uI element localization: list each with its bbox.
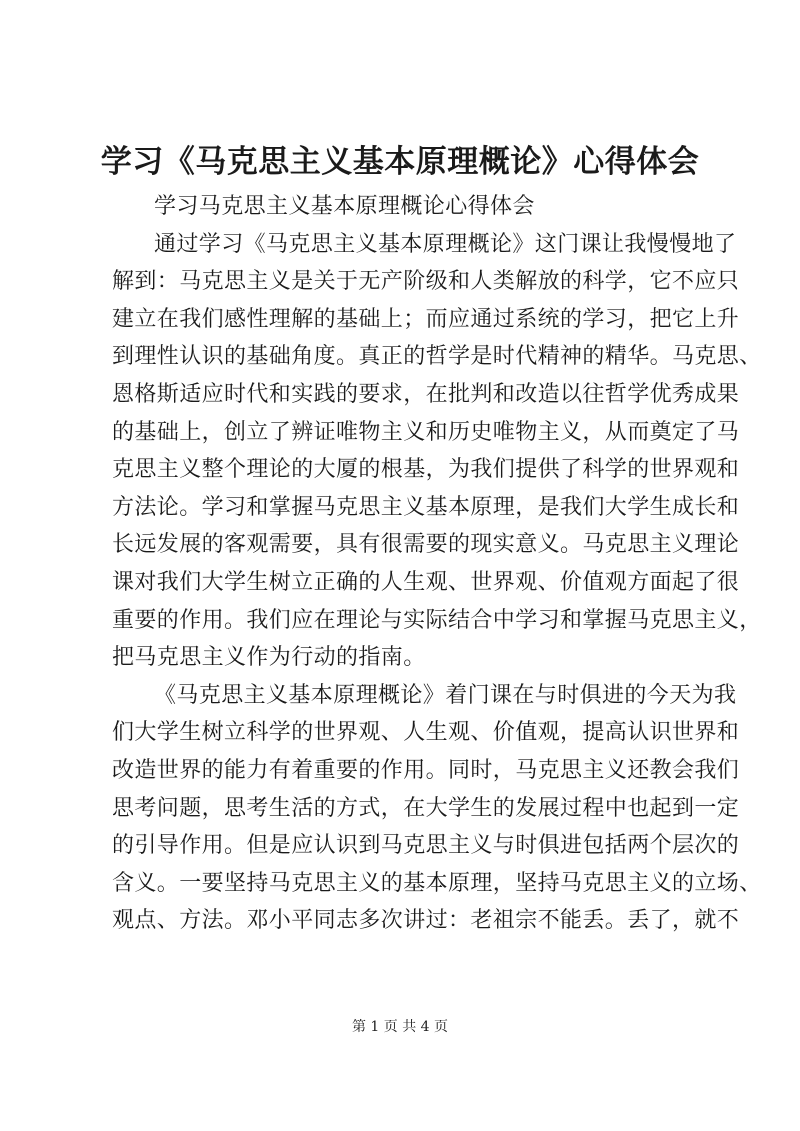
paragraph-line: 的引导作用。但是应认识到马克思主义与时俱进包括两个层次的 <box>112 833 740 859</box>
paragraph-line: 解到：马克思主义是关于无产阶级和人类解放的科学，它不应只 <box>112 269 740 295</box>
subtitle-line: 学习马克思主义基本原理概论心得体会 <box>154 194 535 219</box>
paragraph-line: 《马克思主义基本原理概论》着门课在与时俱进的今天为我 <box>154 682 737 708</box>
paragraph-line: 思考问题，思考生活的方式，在大学生的发展过程中也起到一定 <box>112 795 740 821</box>
paragraph-line: 们大学生树立科学的世界观、人生观、价值观，提高认识世界和 <box>112 720 740 746</box>
paragraph-line: 到理性认识的基础角度。真正的哲学是时代精神的精华。马克思、 <box>112 344 762 370</box>
paragraph-line: 长远发展的客观需要，具有很需要的现实意义。马克思主义理论 <box>112 532 740 558</box>
paragraph-line: 通过学习《马克思主义基本原理概论》这门课让我慢慢地了 <box>154 231 737 257</box>
paragraph-line: 重要的作用。我们应在理论与实际结合中学习和掌握马克思主义， <box>112 607 762 633</box>
document-body <box>112 188 762 940</box>
paragraph-line: 恩格斯适应时代和实践的要求，在批判和改造以往哲学优秀成果 <box>112 381 740 407</box>
document-title: 学习《马克思主义基本原理概论》心得体会 <box>100 144 700 180</box>
page-footer: 第 1 页 共 4 页 <box>351 1019 449 1035</box>
paragraph-line: 课对我们大学生树立正确的人生观、世界观、价值观方面起了很 <box>112 569 740 595</box>
paragraph-line: 建立在我们感性理解的基础上；而应通过系统的学习，把它上升 <box>112 306 740 332</box>
paragraph-line: 含义。一要坚持马克思主义的基本原理，坚持马克思主义的立场、 <box>112 870 762 896</box>
paragraph-line: 方法论。学习和掌握马克思主义基本原理，是我们大学生成长和 <box>112 494 740 520</box>
paragraph-line: 的基础上，创立了辨证唯物主义和历史唯物主义，从而奠定了马 <box>112 419 740 445</box>
paragraph-line: 改造世界的能力有着重要的作用。同时，马克思主义还教会我们 <box>112 757 740 783</box>
paragraph-line: 把马克思主义作为行动的指南。 <box>112 645 426 671</box>
paragraph-line: 克思主义整个理论的大厦的根基，为我们提供了科学的世界观和 <box>112 457 740 483</box>
paragraph-line: 观点、方法。邓小平同志多次讲过：老祖宗不能丢。丢了，就不 <box>112 908 740 934</box>
